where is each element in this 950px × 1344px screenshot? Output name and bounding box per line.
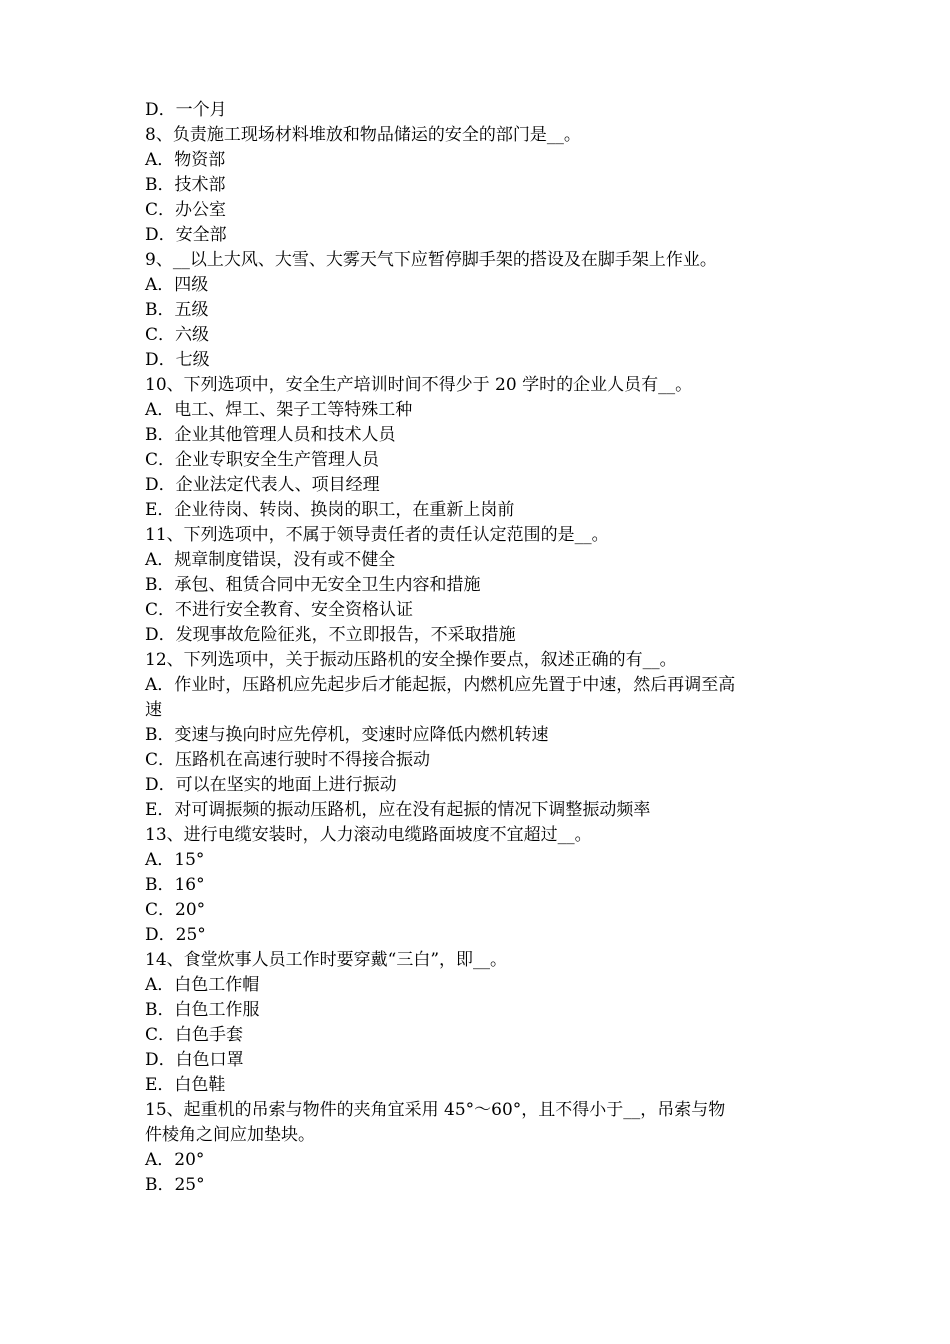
option-line: C．六级	[145, 325, 210, 345]
option-line: D．七级	[145, 350, 210, 370]
option-line: A．物资部	[145, 150, 226, 170]
option-line: B．变速与换向时应先停机，变速时应降低内燃机转速	[145, 725, 549, 745]
question-line: 15、起重机的吊索与物件的夹角宜采用 45°～60°，且不得小于__，吊索与物	[145, 1100, 726, 1120]
option-line: A．白色工作帽	[145, 975, 260, 995]
option-line: A．规章制度错误，没有或不健全	[145, 550, 396, 570]
option-line: A．作业时，压路机应先起步后才能起振，内燃机应先置于中速，然后再调至高	[145, 675, 736, 695]
option-line: B．白色工作服	[145, 1000, 260, 1020]
option-line: E．企业待岗、转岗、换岗的职工，在重新上岗前	[145, 500, 515, 520]
option-line: D．可以在坚实的地面上进行振动	[145, 775, 397, 795]
option-line-continuation: 速	[145, 700, 162, 720]
option-line: D．安全部	[145, 225, 227, 245]
option-line: A．四级	[145, 275, 209, 295]
question-line: 11、下列选项中，不属于领导责任者的责任认定范围的是__。	[145, 525, 609, 545]
question-line: 13、进行电缆安装时，人力滚动电缆路面坡度不宜超过__。	[145, 825, 592, 845]
option-line: B．企业其他管理人员和技术人员	[145, 425, 396, 445]
option-line: A．20°	[145, 1150, 205, 1170]
option-line: B．承包、租赁合同中无安全卫生内容和措施	[145, 575, 481, 595]
option-line: C．企业专职安全生产管理人员	[145, 450, 380, 470]
option-line: A．电工、焊工、架子工等特殊工种	[145, 400, 413, 420]
question-line: 9、__以上大风、大雪、大雾天气下应暂停脚手架的搭设及在脚手架上作业。	[145, 250, 717, 270]
option-line: B．五级	[145, 300, 209, 320]
option-line: E．白色鞋	[145, 1075, 226, 1095]
question-line: 8、负责施工现场材料堆放和物品储运的安全的部门是__。	[145, 125, 581, 145]
option-line: D．发现事故危险征兆，不立即报告，不采取措施	[145, 625, 516, 645]
option-line: D．企业法定代表人、项目经理	[145, 475, 380, 495]
question-line: 10、下列选项中，安全生产培训时间不得少于 20 学时的企业人员有__。	[145, 375, 693, 395]
option-line: C．办公室	[145, 200, 227, 220]
option-line: B．技术部	[145, 175, 226, 195]
document-body	[145, 98, 817, 1198]
option-line: D．一个月	[145, 100, 227, 120]
option-line: C．白色手套	[145, 1025, 244, 1045]
option-line: A．15°	[145, 850, 205, 870]
option-line: C．20°	[145, 900, 206, 920]
question-line-continuation: 件棱角之间应加垫块。	[145, 1125, 315, 1145]
option-line: D．25°	[145, 925, 206, 945]
option-line: D．白色口罩	[145, 1050, 244, 1070]
option-line: B．16°	[145, 875, 205, 895]
option-line: C．压路机在高速行驶时不得接合振动	[145, 750, 431, 770]
option-line: E．对可调振频的振动压路机，应在没有起振的情况下调整振动频率	[145, 800, 651, 820]
option-line: C．不进行安全教育、安全资格认证	[145, 600, 414, 620]
question-line: 12、下列选项中，关于振动压路机的安全操作要点，叙述正确的有__。	[145, 650, 677, 670]
option-line: B．25°	[145, 1175, 205, 1195]
question-line: 14、食堂炊事人员工作时要穿戴“三白”，即__。	[145, 950, 508, 970]
